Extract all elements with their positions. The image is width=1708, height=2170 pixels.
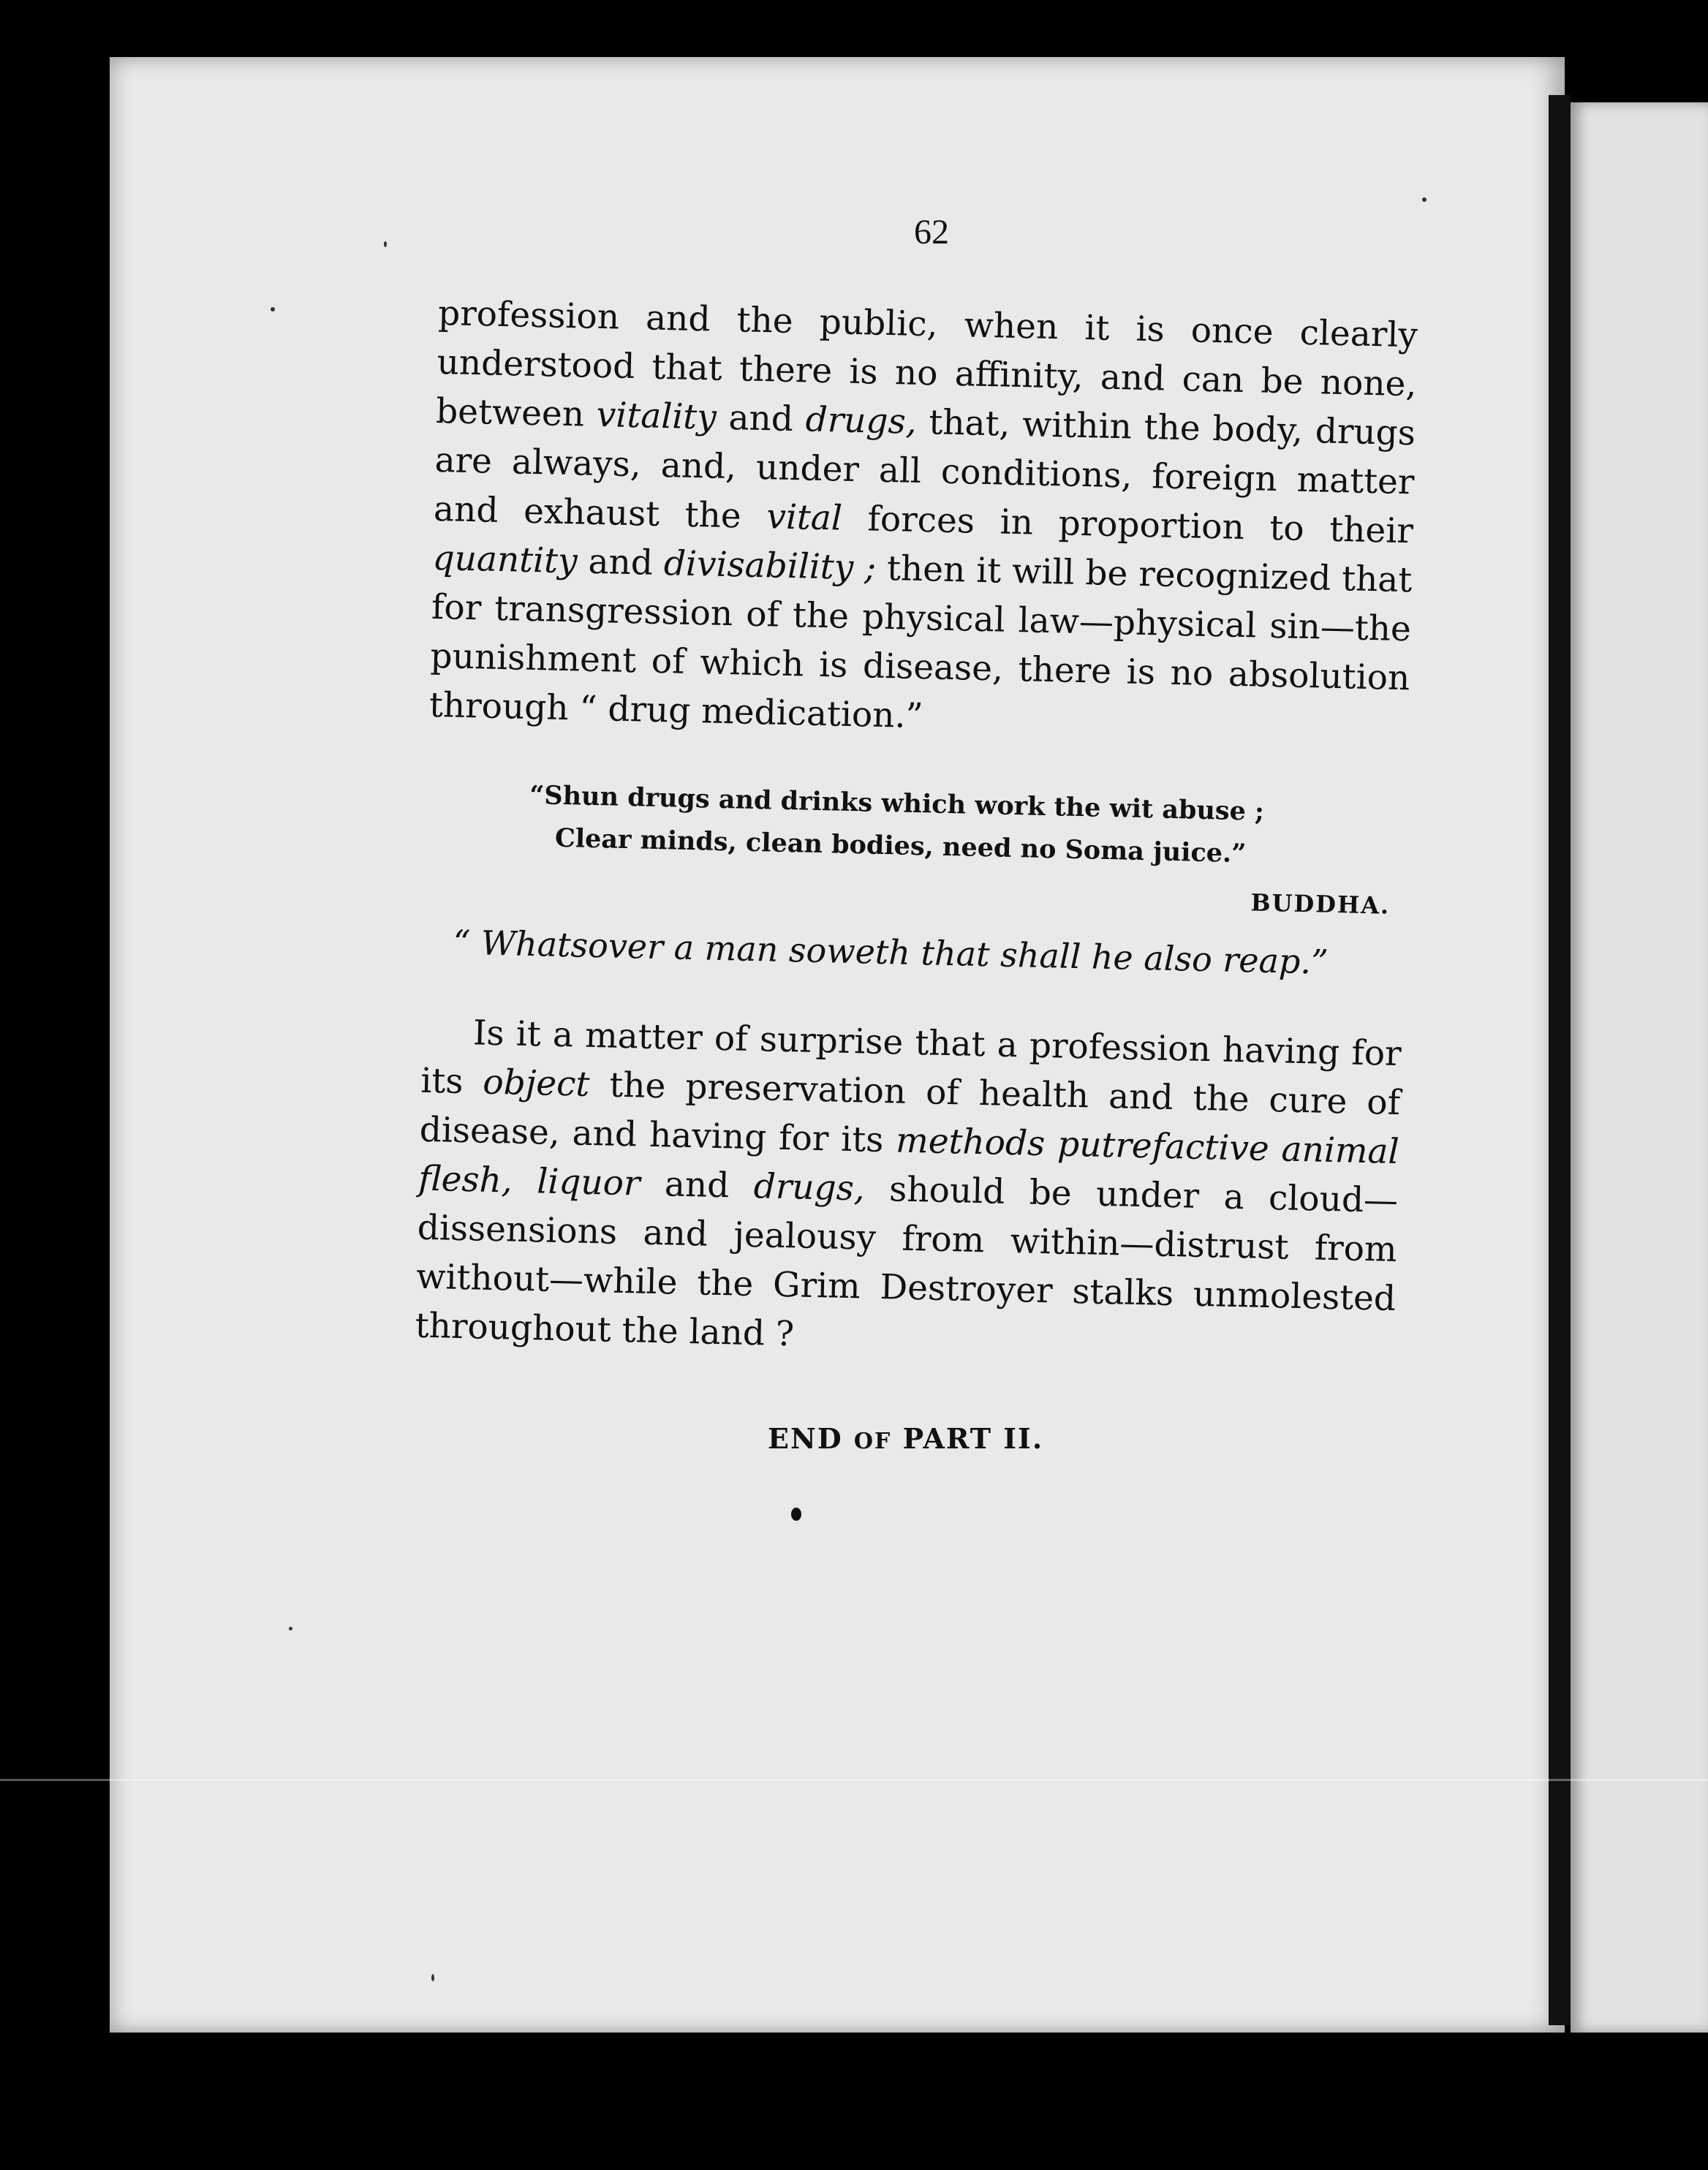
part-numeral: II. <box>1003 1422 1044 1455</box>
text-run: and <box>576 541 665 584</box>
part-word: PART <box>902 1422 993 1455</box>
end-word: END <box>768 1422 843 1455</box>
text-run: the preservation of health and the cure of disease, and having for its <box>419 1064 1401 1161</box>
paragraph-continued <box>428 289 1418 752</box>
italic-phrase: quantity <box>432 537 578 582</box>
text-run: and <box>639 1163 755 1207</box>
text-run: forces in proportion to their <box>842 498 1414 552</box>
page-body <box>415 289 1418 1372</box>
text-run: then it will be recognized that for transgression of the physical law—physical sin—the punishment of which is disease, there is no absolution through “ drug medication.” <box>428 548 1413 737</box>
dust-speck <box>384 241 387 247</box>
italic-phrase: drugs, <box>805 399 918 442</box>
text-run: Is it a matter of surprise that a profession having for its <box>420 1013 1402 1103</box>
end-of-part-marker <box>768 1422 1043 1455</box>
verse-attribution: BUDDHA. <box>1250 888 1391 920</box>
italic-phrase: methods putrefactive animal flesh, liquor <box>417 1120 1400 1204</box>
italic-phrase: vitality <box>596 394 717 438</box>
page-number: 62 <box>914 213 949 252</box>
verse-line: “Shun drugs and drinks which work the wit abuse ; <box>529 780 1265 827</box>
text-run: that, within the body, drugs are always, and, under all conditions, foreign matter and exhaust the <box>433 401 1416 537</box>
verse-quote <box>425 772 1407 927</box>
paragraph-closing <box>415 1008 1402 1372</box>
dust-speck <box>431 1974 434 1981</box>
dust-speck <box>1422 197 1427 202</box>
italic-phrase: vital <box>766 496 843 539</box>
italic-phrase: drugs, <box>753 1166 866 1209</box>
text-run: should be under a cloud—dissensions and jealousy from within—distrust from without—while the Grim Destroyer stalks unmolested throughout the land ? <box>415 1168 1399 1355</box>
verse-line: Clear minds, clean bodies, need no Soma juice.” <box>554 823 1247 869</box>
scripture-quote: “ Whatsover a man soweth that shall he also reap.” <box>453 922 1329 982</box>
text-run: profession and the public, when it is once clearly understood that there is no affinity, and can be none, between <box>435 292 1418 435</box>
facing-page-edge <box>1571 102 1708 2033</box>
dust-speck <box>289 1627 292 1630</box>
ornament-dot <box>791 1508 801 1521</box>
scan-artifact-line <box>0 1779 1708 1781</box>
book-gutter <box>1549 95 1571 2025</box>
text-run: and <box>716 397 806 440</box>
of-word: OF <box>853 1429 892 1454</box>
italic-phrase: object <box>482 1062 591 1105</box>
dust-speck <box>271 307 275 311</box>
italic-phrase: divisability ; <box>663 543 877 589</box>
